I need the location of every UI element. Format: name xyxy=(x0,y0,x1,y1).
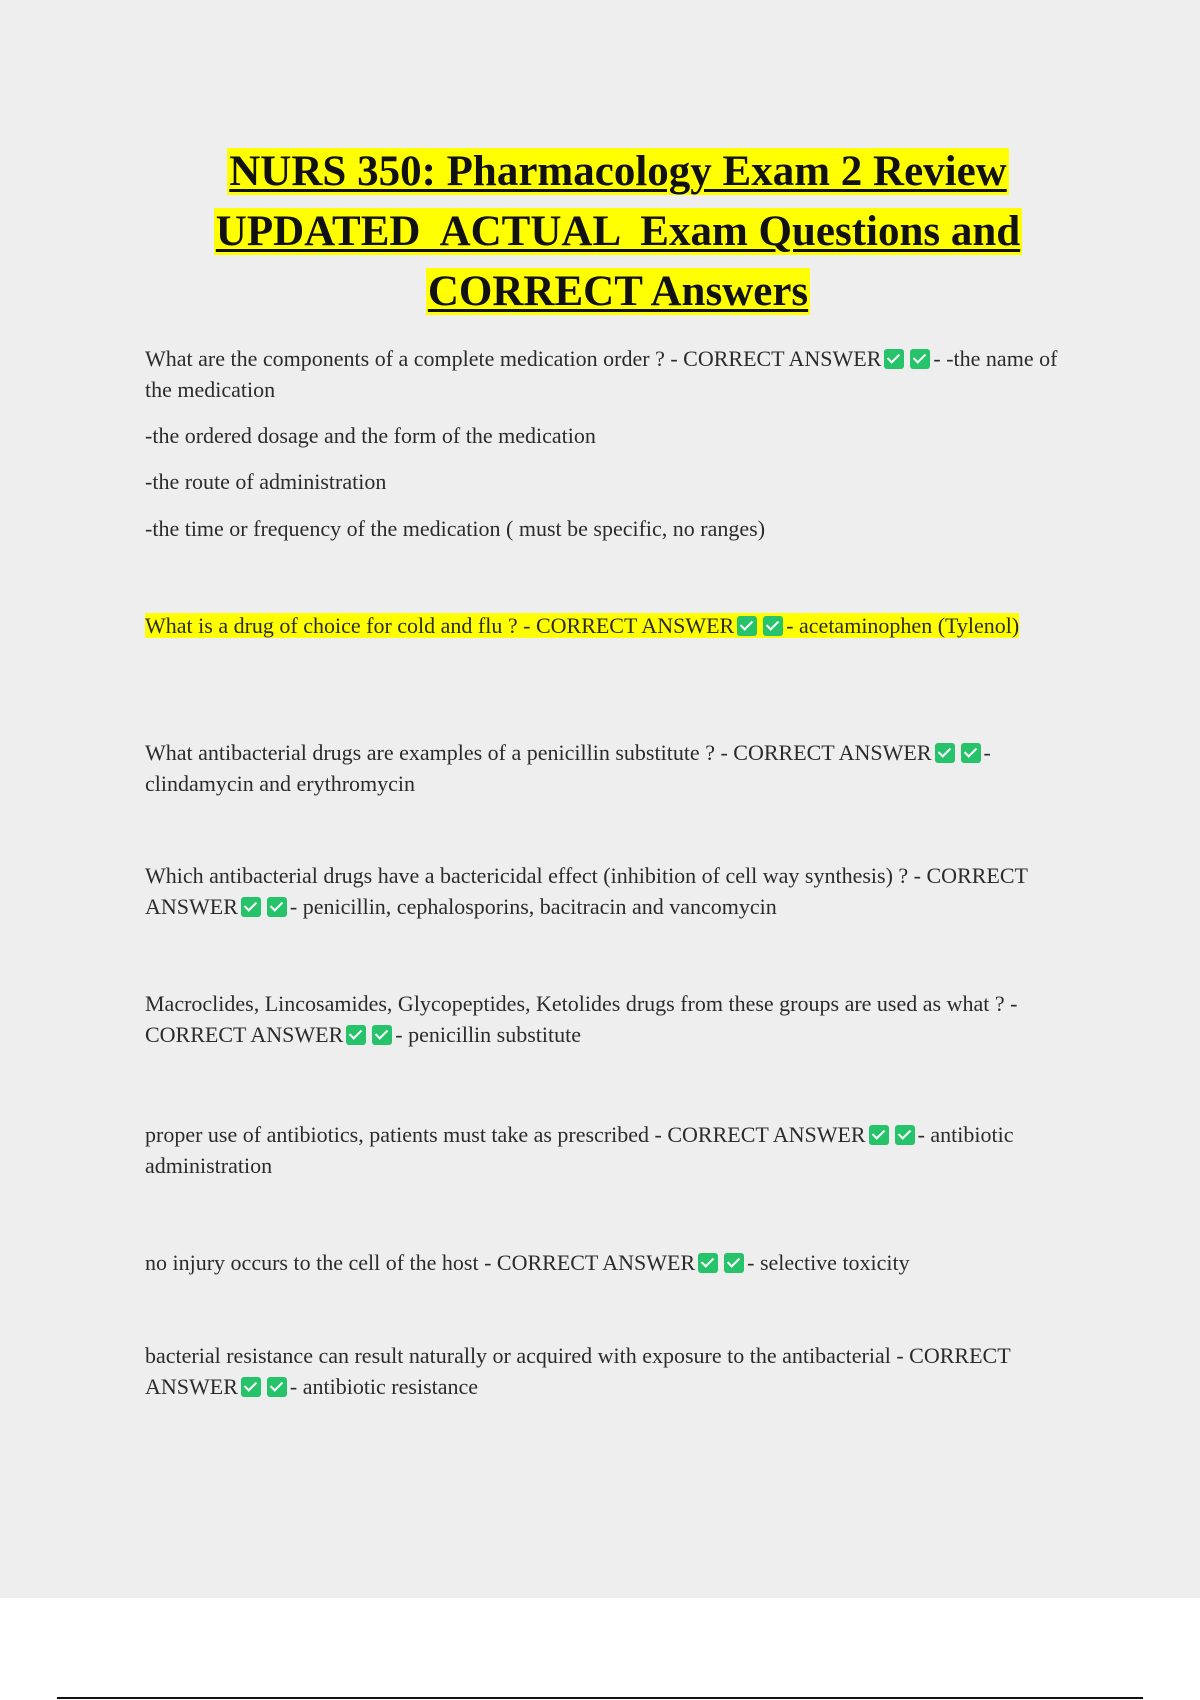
green-checkbox-icon xyxy=(737,616,757,636)
green-checkbox-icon xyxy=(961,743,981,763)
answer-text: - antibiotic resistance xyxy=(289,1374,479,1399)
green-checkbox-icon xyxy=(884,349,904,369)
green-checkbox-icon xyxy=(895,1125,915,1145)
question-text: bacterial resistance can result naturally or acquired with exposure to the antibacterial - CORRECT ANSWER xyxy=(145,1343,1011,1399)
answer-text: - penicillin substitute xyxy=(395,1022,582,1047)
green-checkbox-icon xyxy=(869,1125,889,1145)
page-title xyxy=(0,142,1200,322)
question-text: What is a drug of choice for cold and flu ? - CORRECT ANSWER xyxy=(145,613,735,638)
green-checkbox-icon xyxy=(267,897,287,917)
qa-item-8 xyxy=(145,1340,1080,1402)
question-text: no injury occurs to the cell of the host - CORRECT ANSWER xyxy=(145,1250,696,1275)
title-line-3: CORRECT Answers xyxy=(427,268,809,315)
question-text: What antibacterial drugs are examples of a penicillin substitute ? - CORRECT ANSWER xyxy=(145,740,932,765)
green-checkbox-icon xyxy=(241,897,261,917)
green-checkbox-icon xyxy=(698,1253,718,1273)
green-checkbox-icon xyxy=(372,1025,392,1045)
answer-line: -the route of administration xyxy=(145,469,387,494)
answer-text: - antibiotic administration xyxy=(145,1122,1014,1178)
qa-item-7 xyxy=(145,1247,1080,1278)
qa-item-6 xyxy=(145,1119,1080,1181)
question-text: Which antibacterial drugs have a bactericidal effect (inhibition of cell way synthesis) ? - CORRECT ANSWER xyxy=(145,863,1028,919)
qa-item-3 xyxy=(145,737,1080,799)
answer-text: - selective toxicity xyxy=(747,1250,910,1275)
green-checkbox-icon xyxy=(346,1025,366,1045)
answer-line: -the ordered dosage and the form of the medication xyxy=(145,423,596,448)
answer-text: - -the name of the medication xyxy=(145,346,1058,402)
green-checkbox-icon xyxy=(724,1253,744,1273)
answer-line: -the time or frequency of the medication ( must be specific, no ranges) xyxy=(145,516,766,541)
green-checkbox-icon xyxy=(241,1377,261,1397)
qa-item-2 xyxy=(145,610,1080,641)
green-checkbox-icon xyxy=(763,616,783,636)
question-text: What are the components of a complete medication order ? - CORRECT ANSWER xyxy=(145,346,882,371)
title-line-2: UPDATED ACTUAL Exam Questions and xyxy=(215,208,1021,255)
qa-item-4 xyxy=(145,860,1080,922)
question-text: proper use of antibiotics, patients must take as prescribed - CORRECT ANSWER xyxy=(145,1122,866,1147)
green-checkbox-icon xyxy=(935,743,955,763)
answer-text: - penicillin, cephalosporins, bacitracin and vancomycin xyxy=(289,894,777,919)
qa-item-5 xyxy=(145,988,1080,1050)
qa-item-1 xyxy=(145,343,1080,405)
answer-text: - acetaminophen (Tylenol) xyxy=(786,613,1020,638)
green-checkbox-icon xyxy=(910,349,930,369)
green-checkbox-icon xyxy=(267,1377,287,1397)
title-line-1: NURS 350: Pharmacology Exam 2 Review xyxy=(229,148,1007,195)
question-text: Macroclides, Lincosamides, Glycopeptides, Ketolides drugs from these groups are used as what ? - CORRECT ANSWER xyxy=(145,991,1018,1047)
answer-text: - clindamycin and erythromycin xyxy=(145,740,991,796)
footer-divider xyxy=(57,1697,1143,1699)
